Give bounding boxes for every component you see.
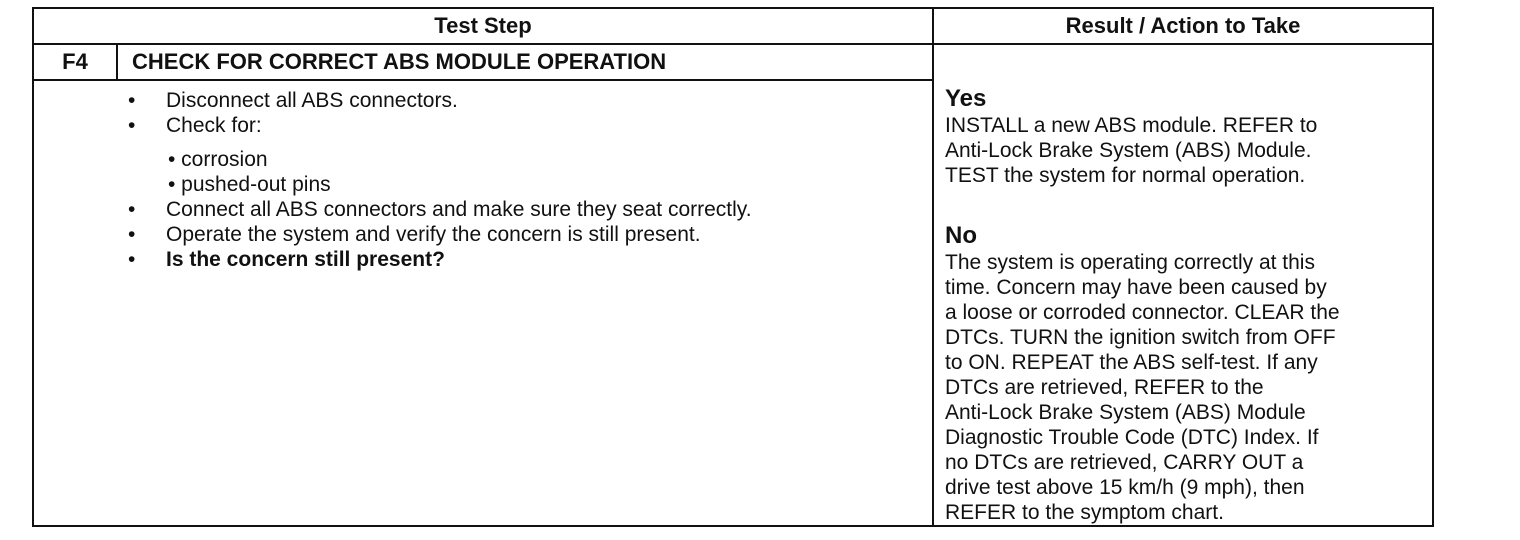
step-title: CHECK FOR CORRECT ABS MODULE OPERATION	[132, 49, 667, 74]
title-divider	[34, 79, 932, 81]
result-column	[945, 85, 1431, 525]
no-action: The system is operating correctly at this time. Concern may have been caused by a loose or corroded connector. CLEAR the DTCs. TURN the ignition switch from OFF to ON. REPEAT the ABS self-test. If any DTCs are retrieved, REFER to the Anti-Lock Brake System (ABS) Module Diagnostic Trouble Code (DTC) Index. If no DTCs are retrieved, CARRY OUT a drive test above 15 km/h (9 mph), then REFER to the symptom chart.	[945, 251, 1340, 524]
yes-label: Yes	[945, 85, 987, 112]
yes-action: INSTALL a new ABS module. REFER to Anti-Lock Brake System (ABS) Module. TEST the system for normal operation.	[945, 114, 1318, 187]
step-instructions	[128, 88, 928, 288]
no-label: No	[945, 222, 977, 249]
step-item-text: Connect all ABS connectors and make sure they seat correctly.	[166, 198, 752, 221]
header-test-step: Test Step	[434, 13, 532, 38]
step-item-text: Check for:	[166, 114, 262, 137]
header-result-action: Result / Action to Take	[1065, 13, 1301, 38]
sub-item-text: • pushed-out pins	[168, 173, 331, 196]
sub-item-text: • corrosion	[168, 148, 268, 171]
bullet-glyph: •	[128, 198, 136, 221]
step-question: Is the concern still present?	[166, 248, 445, 271]
bullet-glyph: •	[128, 248, 136, 271]
bullet-glyph: •	[128, 89, 136, 112]
step-item-text: Disconnect all ABS connectors.	[166, 89, 458, 112]
diagnostic-table	[32, 7, 1434, 527]
bullet-glyph: •	[128, 223, 136, 246]
column-divider-main	[932, 9, 934, 525]
bullet-glyph: •	[128, 114, 136, 137]
step-id: F4	[62, 49, 88, 74]
step-item-text: Operate the system and verify the concern is still present.	[166, 223, 701, 246]
